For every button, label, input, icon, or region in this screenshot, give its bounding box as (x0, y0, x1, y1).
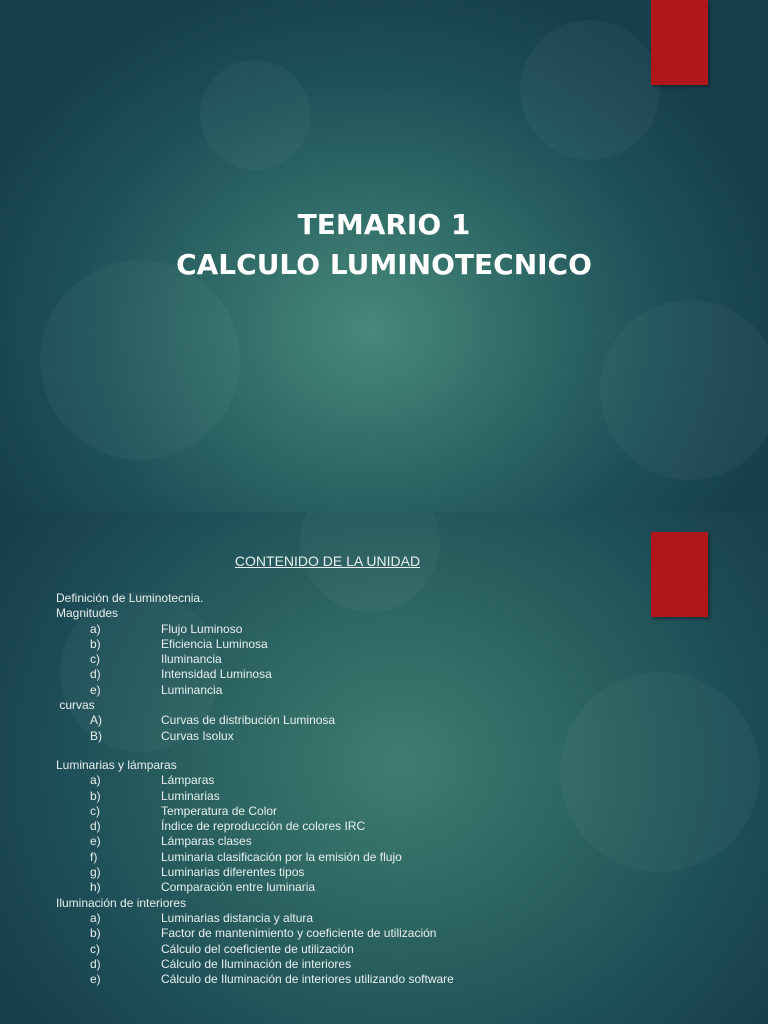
list-item: b) Eficiencia Luminosa (90, 636, 268, 651)
list-item: a) Flujo Luminoso (90, 621, 243, 636)
list-item: a) Lámparas (90, 773, 215, 788)
list-item: e) Lámparas clases (90, 834, 252, 849)
list-item: b) Luminarias (90, 788, 220, 803)
bokeh-decoration (200, 60, 310, 170)
list-item: d) Cálculo de Iluminación de interiores (90, 956, 352, 971)
outline-iluminacion: Iluminación de interiores (56, 895, 187, 910)
list-item: b) Factor de mantenimiento y coeficiente de utilización (90, 926, 437, 941)
title-line-1: TEMARIO 1 (297, 208, 471, 241)
list-item: e) Luminancia (90, 682, 223, 697)
list-item: c) Temperatura de Color (90, 803, 278, 818)
list-item: h) Comparación entre luminaria (90, 880, 316, 895)
title-line-2: CALCULO LUMINOTECNICO (176, 248, 592, 281)
unit-outline (56, 591, 656, 987)
bokeh-decoration (40, 260, 240, 460)
red-accent-tab (651, 532, 708, 617)
bokeh-decoration (600, 300, 768, 480)
list-item: a) Luminarias distancia y altura (90, 910, 314, 925)
list-item: A) Curvas de distribución Luminosa (90, 713, 336, 728)
list-item: d) Índice de reproducción de colores IRC (90, 819, 366, 834)
contents-heading: CONTENIDO DE LA UNIDAD (234, 553, 421, 569)
list-item: f) Luminaria clasificación por la emisión de flujo (90, 849, 402, 864)
list-item: g) Luminarias diferentes tipos (90, 865, 305, 880)
list-item: B) Curvas Isolux (90, 728, 234, 743)
slide-title (0, 205, 768, 285)
bokeh-decoration (520, 20, 660, 160)
red-accent-tab (651, 0, 708, 85)
list-item: d) Intensidad Luminosa (90, 667, 272, 682)
outline-luminarias: Luminarias y lámparas (56, 757, 177, 772)
list-item: c) Iluminancia (90, 652, 222, 667)
list-item: c) Cálculo del coeficiente de utilización (90, 941, 354, 956)
outline-magnitudes: Magnitudes (56, 606, 119, 621)
outline-curvas: curvas (56, 698, 95, 713)
outline-definicion: Definición de Luminotecnia. (56, 591, 204, 605)
list-item: e) Cálculo de Iluminación de interiores utilizando software (90, 972, 454, 987)
spacer (56, 744, 656, 758)
